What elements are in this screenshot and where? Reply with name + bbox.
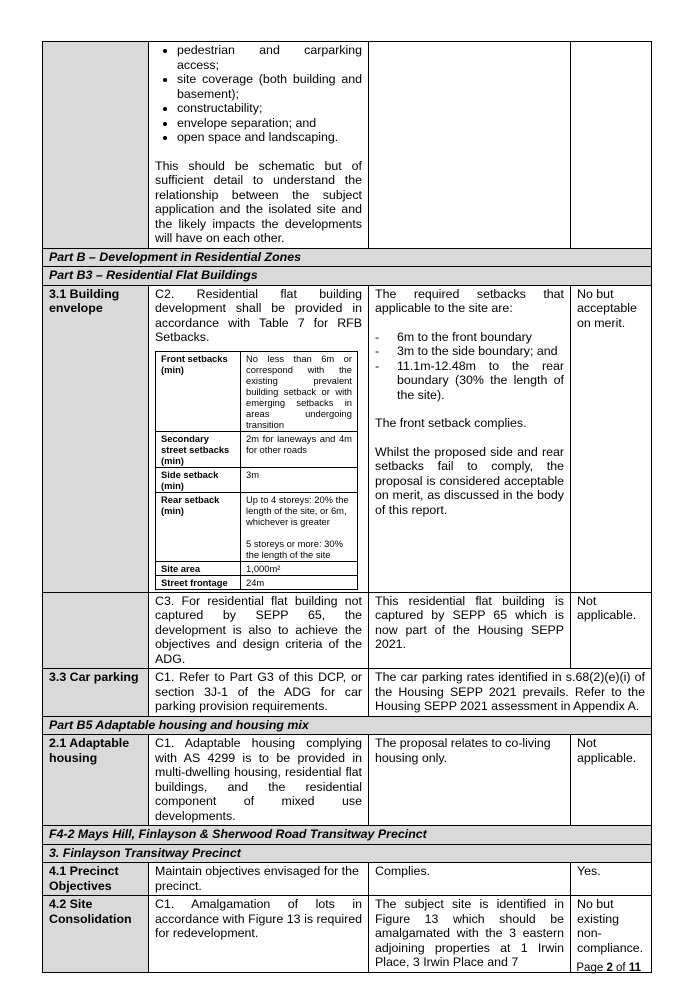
setback-value [241,492,358,561]
list-item: - 3m to the side boundary; and [397,344,564,359]
section-heading-row [43,826,652,845]
table-row [156,431,358,467]
paragraph: This should be schematic but of sufficient detail to understand the relationship between the subject application and the isolated site and the likely impacts the developments will have on each other. [155,158,362,245]
section-heading-row [43,248,652,267]
page-number: 2 [606,962,613,974]
assessment-cell [369,42,571,249]
section-heading: Part B3 – Residential Flat Buildings [43,267,652,286]
label-cell: 3.3 Car parking [43,669,149,717]
paragraph: Whilst the proposed side and rear setbacks fail to comply, the proposal is considered acceptable on merit, as discussed in the body of this report. [375,444,564,517]
setback-label: Rear setback (min) [156,492,241,561]
label-cell [43,592,149,669]
setback-label: Street frontage [156,575,241,589]
section-heading-row [43,844,652,863]
setback-value-line: 5 storeys or more: 30% the length of the site [246,537,343,560]
table-row [43,735,652,826]
setback-label: Site area [156,561,241,575]
compliance-cell [571,42,652,249]
footer-of: of [612,962,629,974]
paragraph: C2. Residential flat building development shall be provided in accordance with Table 7 for RFB Setbacks. [155,286,362,344]
compliance-cell: Not applicable. [571,592,652,669]
section-heading: F4-2 Mays Hill, Finlayson & Sherwood Road Transitway Precinct [43,826,652,845]
paragraph: The required setbacks that applicable to the site are: [375,286,564,315]
label-cell: 3.1 Building envelope [43,285,149,592]
setback-value: 1,000m² [241,561,358,575]
list-item: - 6m to the front boundary [397,330,564,345]
control-cell [149,42,369,249]
list-item: • constructability; [177,101,362,116]
section-heading-row [43,267,652,286]
page-total: 11 [628,962,641,974]
section-heading: Part B5 Adaptable housing and housing mix [43,716,652,735]
table-row [156,561,358,575]
assessment-cell: This residential flat building is captured by SEPP 65 which is now part of the Housing SEPP 2021. [369,592,571,669]
assessment-cell: The proposal relates to co-living housing only. [369,735,571,826]
compliance-table [42,41,652,973]
label-cell: 4.2 Site Consolidation [43,896,149,973]
table-row [43,285,652,592]
assessment-cell: Complies. [369,863,571,896]
table-row [43,863,652,896]
control-cell: C1. Adaptable housing complying with AS 4299 is to be provided in multi-dwelling housing, residential flat buildings, and the residential component of mixed use developments. [149,735,369,826]
setback-value: No less than 6m or correspond with the existing prevalent building setback or with emerging setbacks in areas undergoing transition [241,351,358,431]
dash-list [375,330,564,403]
section-heading-row [43,716,652,735]
setback-label: Secondary street setbacks (min) [156,431,241,467]
setback-value: 24m [241,575,358,589]
list-item: - 11.1m-12.48m to the rear boundary (30% the length of the site). [397,359,564,403]
table-row [156,467,358,492]
table-row [43,669,652,717]
label-cell: 4.1 Precinct Objectives [43,863,149,896]
control-cell: C1. Amalgamation of lots in accordance with Figure 13 is required for redevelopment. [149,896,369,973]
setback-table [155,351,358,590]
compliance-cell: No but acceptable on merit. [571,285,652,592]
list-item: • site coverage (both building and basement); [177,72,362,101]
control-cell: C1. Refer to Part G3 of this DCP, or section 3J-1 of the ADG for car parking provision requirements. [149,669,369,717]
compliance-cell: Yes. [571,863,652,896]
label-cell: 2.1 Adaptable housing [43,735,149,826]
compliance-cell: No but existing non-compliance. [571,896,652,973]
control-cell: C3. For residential flat building not captured by SEPP 65, the development is also to achieve the objectives and design criteria of the ADG. [149,592,369,669]
page-footer [576,962,641,974]
table-row [43,42,652,249]
assessment-cell: The subject site is identified in Figure 13 which should be amalgamated with the 3 eastern adjoining properties at 1 Irwin Place, 3 Irwin Place and 7 [369,896,571,973]
list-item: • pedestrian and carparking access; [177,43,362,72]
table-row [156,351,358,431]
assessment-cell: The car parking rates identified in s.68(2)(e)(i) of the Housing SEPP 2021 prevails. Refer to the Housing SEPP 2021 assessment in Appendix A. [369,669,652,717]
list-item: • open space and landscaping. [177,130,362,145]
setback-value: 2m for laneways and 4m for other roads [241,431,358,467]
assessment-cell [369,285,571,592]
control-cell [149,285,369,592]
table-row [156,492,358,561]
label-cell [43,42,149,249]
table-row [156,575,358,589]
table-row [43,896,652,973]
table-row [43,592,652,669]
setback-value: 3m [241,467,358,492]
setback-label: Side setback (min) [156,467,241,492]
setback-value-line: Up to 4 storeys: 20% the length of the site, or 6m, whichever is greater [246,493,349,527]
footer-prefix: Page [576,962,607,974]
section-heading: Part B – Development in Residential Zones [43,248,652,267]
setback-label: Front setbacks (min) [156,351,241,431]
section-heading: 3. Finlayson Transitway Precinct [43,844,652,863]
compliance-cell: Not applicable. [571,735,652,826]
control-cell: Maintain objectives envisaged for the precinct. [149,863,369,896]
list-item: • envelope separation; and [177,116,362,131]
bullet-list [155,43,362,145]
paragraph: The front setback complies. [375,416,527,430]
